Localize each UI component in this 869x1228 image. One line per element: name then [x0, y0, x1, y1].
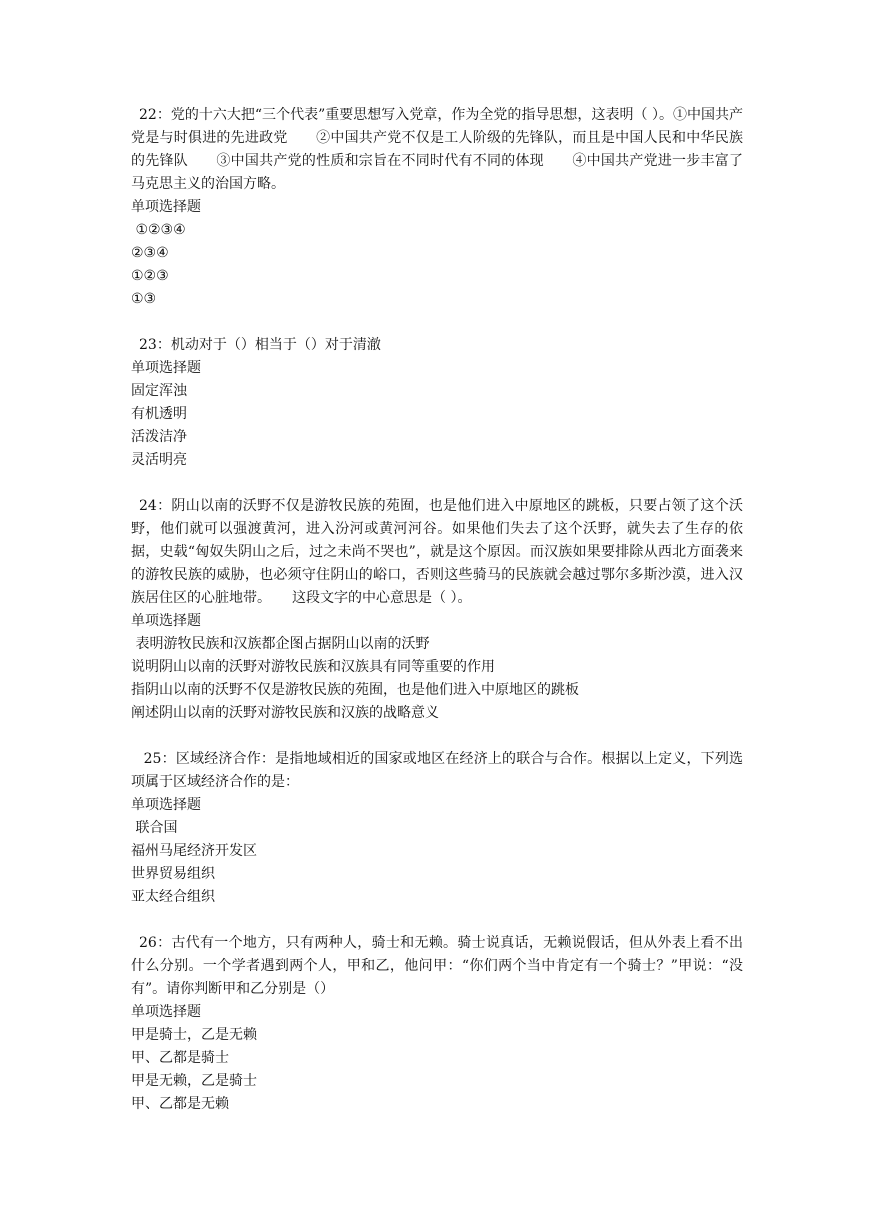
option-b[interactable]: ②③④ — [131, 245, 169, 261]
option-b[interactable]: 说明阴山以南的沃野对游牧民族和汉族具有同等重要的作用 — [131, 659, 495, 675]
option-b[interactable]: 福州马尾经济开发区 — [131, 843, 257, 859]
option-list — [131, 633, 743, 725]
option-d[interactable]: 亚太经合组织 — [131, 889, 215, 905]
option-list — [131, 219, 743, 311]
option-a[interactable]: 联合国 — [131, 820, 178, 836]
question-24 — [131, 495, 743, 725]
question-type-label: 单项选择题 — [131, 1004, 201, 1020]
question-type-label: 单项选择题 — [131, 797, 201, 813]
question-type-label: 单项选择题 — [131, 360, 201, 376]
option-list — [131, 817, 743, 909]
option-d[interactable]: ①③ — [131, 291, 157, 307]
question-stem: 26：古代有一个地方，只有两种人，骑士和无赖。骑士说真话，无赖说假话，但从外表上看不出什么分别。一个学者遇到两个人，甲和乙，他问甲：“你们两个当中肯定有一个骑士？”甲说：“没有”。请你判断甲和乙分别是（） — [131, 935, 743, 997]
question-type-label: 单项选择题 — [131, 613, 201, 629]
option-c[interactable]: 甲是无赖，乙是骑士 — [131, 1073, 257, 1089]
option-a[interactable]: 甲是骑士，乙是无赖 — [131, 1027, 257, 1043]
question-22 — [131, 104, 743, 311]
option-d[interactable]: 灵活明亮 — [131, 452, 187, 468]
question-stem: 24：阴山以南的沃野不仅是游牧民族的苑囿，也是他们进入中原地区的跳板，只要占领了这个沃野，他们就可以强渡黄河，进入汾河或黄河河谷。如果他们失去了这个沃野，就失去了生存的依据，史载“匈奴失阴山之后，过之未尚不哭也”，就是这个原因。而汉族如果要排除从西北方面袭来的游牧民族的威胁，也必须守住阴山的峪口，否则这些骑马的民族就会越过鄂尔多斯沙漠，进入汉族居住区的心脏地带。 这段文字的中心意思是（ ）。 — [131, 498, 743, 606]
document-page — [131, 104, 743, 1116]
option-b[interactable]: 有机透明 — [131, 406, 187, 422]
option-a[interactable]: 表明游牧民族和汉族都企图占据阴山以南的沃野 — [131, 636, 430, 652]
option-a[interactable]: 固定浑浊 — [131, 383, 187, 399]
question-type-label: 单项选择题 — [131, 199, 201, 215]
question-23 — [131, 334, 743, 472]
option-d[interactable]: 阐述阴山以南的沃野对游牧民族和汉族的战略意义 — [131, 705, 439, 721]
option-c[interactable]: 活泼洁净 — [131, 429, 187, 445]
option-c[interactable]: 世界贸易组织 — [131, 866, 215, 882]
option-list — [131, 380, 743, 472]
question-26 — [131, 932, 743, 1116]
option-list — [131, 1024, 743, 1116]
question-25 — [131, 748, 743, 909]
option-d[interactable]: 甲、乙都是无赖 — [131, 1096, 229, 1112]
option-a[interactable]: ①②③④ — [131, 222, 186, 238]
question-stem: 25：区域经济合作：是指地域相近的国家或地区在经济上的联合与合作。根据以上定义，下列选项属于区域经济合作的是： — [131, 751, 744, 790]
option-c[interactable]: 指阴山以南的沃野不仅是游牧民族的苑囿，也是他们进入中原地区的跳板 — [131, 682, 579, 698]
question-stem: 23：机动对于（）相当于（）对于清澈 — [139, 337, 381, 353]
question-stem: 22：党的十六大把“三个代表”重要思想写入党章，作为全党的指导思想，这表明（ ）。①中国共产党是与时俱进的先进政党 ②中国共产党不仅是工人阶级的先锋队，而且是中国人民和中华民族的先锋队 ③中国共产党的性质和宗旨在不同时代有不同的体现 ④中国共产党进一步丰富了马克思主义的治国方略。 — [131, 107, 743, 192]
option-c[interactable]: ①②③ — [131, 268, 169, 284]
option-b[interactable]: 甲、乙都是骑士 — [131, 1050, 229, 1066]
